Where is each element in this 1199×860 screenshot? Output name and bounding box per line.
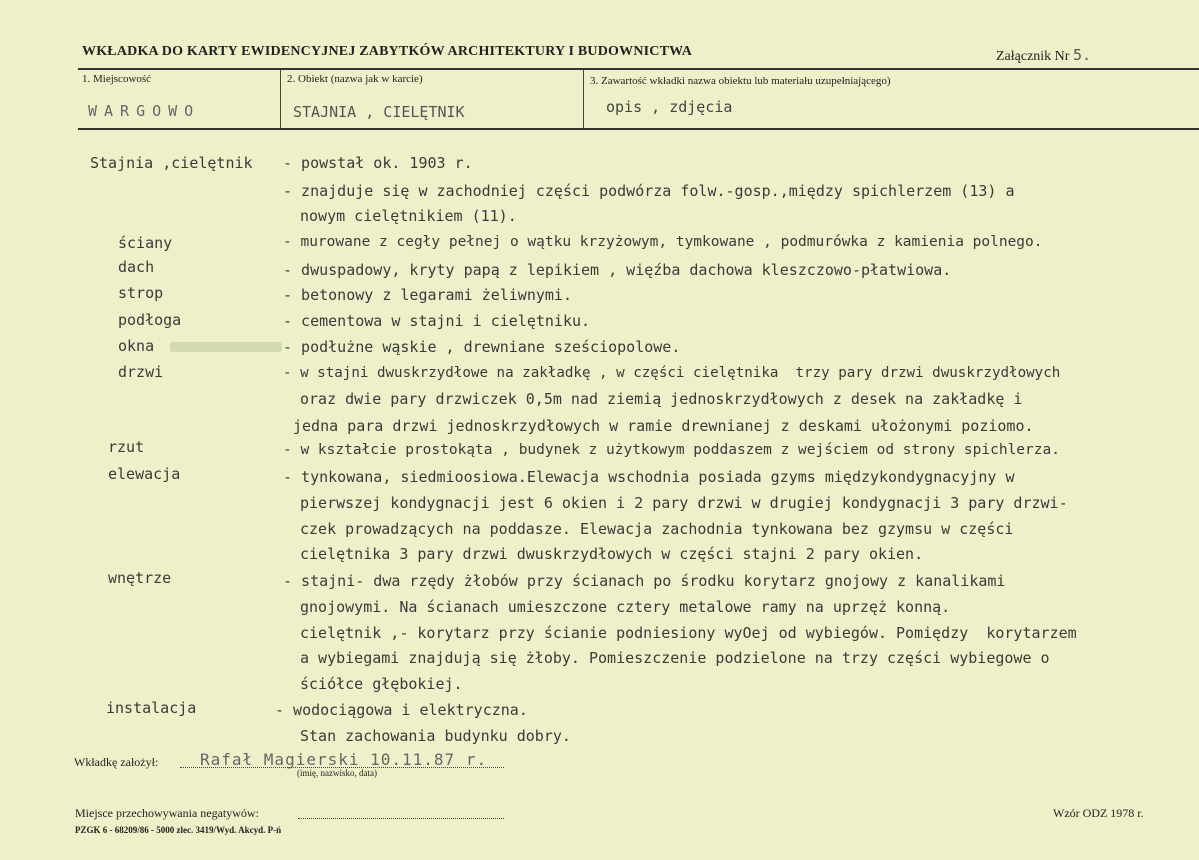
author-label: Wkładkę założył: (74, 755, 159, 769)
label-dach: dach (118, 258, 155, 276)
text-line: oraz dwie pary drzwiczek 0,5m nad ziemią jednoskrzydłowych z desek na zakładkę i (300, 390, 1023, 408)
text-line: - znajduje się w zachodniej części podwórza folw.-gosp.,między spichlerzem (13) a (283, 182, 1015, 200)
label-podloga: podłoga (118, 311, 182, 329)
field-divider-2 (583, 70, 584, 128)
document-title: WKŁADKA DO KARTY EWIDENCYJNEJ ZABYTKÓW ARCHITEKTURY I BUDOWNICTWA (82, 44, 693, 59)
text-line: cielętnik ,- korytarz przy ścianie podniesiony wyOej od wybiegów. Pomiędzy korytarzem (300, 624, 1077, 642)
text-line: - murowane z cegły pełnej o wątku krzyżowym, tymkowane , podmurówka z kamienia polnego. (283, 234, 1043, 250)
fields-bottom-rule (78, 128, 1199, 130)
text-line: - cementowa w stajni i cielętniku. (283, 312, 591, 330)
label-instalacja: instalacja (106, 699, 197, 717)
text-line: - w stajni dwuskrzydłowe na zakładkę , w części cielętnika trzy pary drzwi dwuskrzydłowych (283, 365, 1061, 381)
field-1-label: 1. Miejscowość (82, 73, 152, 85)
text-line: - powstał ok. 1903 r. (283, 154, 473, 172)
label-elewacja: elewacja (108, 465, 181, 483)
field-divider-1 (280, 70, 281, 128)
top-rule (78, 68, 1199, 70)
storage-dotted-line (298, 818, 504, 819)
storage-label: Miejsce przechowywania negatywów: (75, 806, 259, 820)
label-okna: okna (118, 337, 155, 355)
annex-label (996, 46, 1091, 65)
label-drzwi: drzwi (118, 363, 164, 381)
print-info: PZGK 6 - 68209/86 - 5000 zlec. 3419/Wyd. Akcyd. P-ń (75, 825, 282, 835)
field-1-value: WARGOWO (88, 102, 201, 120)
annex-number: 5. (1072, 46, 1092, 64)
field-2-value: STAJNIA , CIELĘTNIK (293, 103, 465, 121)
label-rzut: rzut (108, 438, 145, 456)
text-line: Stan zachowania budynku dobry. (300, 727, 571, 745)
text-line: cielętnika 3 pary drzwi dwuskrzydłowych w części stajni 2 pary okien. (300, 545, 924, 563)
text-line: jedna para drzwi jednoskrzydłowych w ramie drewnianej z deskami ułożonymi poziomo. (293, 417, 1034, 435)
field-3-value: opis , zdjęcia (606, 98, 733, 116)
text-line: gnojowymi. Na ścianach umieszczone cztery metalowe ramy na uprzęż konną. (300, 598, 951, 616)
form-id: Wzór ODZ 1978 r. (1053, 806, 1144, 820)
text-line: a wybiegami znajdują się żłoby. Pomieszczenie podzielone na trzy części wybiegowe o (300, 649, 1050, 667)
intro-label: Stajnia ,cielętnik (90, 154, 253, 172)
label-sciany: ściany (118, 234, 173, 252)
text-line: - wodociągowa i elektryczna. (275, 701, 528, 719)
label-strop: strop (118, 284, 164, 302)
text-line: pierwszej kondygnacji jest 6 okien i 2 pary drzwi w drugiej kondygnacji 3 pary drzwi- (300, 494, 1068, 512)
text-line: czek prowadzących na poddasze. Elewacja zachodnia tynkowana bez gzymsu w części (300, 520, 1014, 538)
label-wnetrze: wnętrze (108, 569, 172, 587)
author-caption: (imię, nazwisko, data) (297, 768, 377, 778)
annex-label-text: Załącznik Nr (996, 49, 1070, 64)
text-line: - stajni- dwa rzędy żłobów przy ścianach po środku korytarz gnojowy z kanalikami (283, 572, 1006, 590)
text-line: - dwuspadowy, kryty papą z lepikiem , więźba dachowa kleszczowo-płatwiowa. (283, 261, 952, 279)
ink-smudge (170, 342, 282, 352)
text-line: ściółce głębokiej. (300, 675, 463, 693)
text-line: - w kształcie prostokąta , budynek z użytkowym poddaszem z wejściem od strony spichlerza. (283, 442, 1060, 458)
text-line: - tynkowana, siedmioosiowa.Elewacja wschodnia posiada gzyms międzykondygnacyjny w (283, 468, 1015, 486)
author-value: Rafał Magierski 10.11.87 r. (200, 750, 488, 769)
text-line: - betonowy z legarami żeliwnymi. (283, 286, 572, 304)
text-line: - podłużne wąskie , drewniane sześciopolowe. (283, 338, 681, 356)
field-2-label: 2. Obiekt (nazwa jak w karcie) (287, 73, 423, 85)
text-line: nowym cielętnikiem (11). (300, 207, 517, 225)
field-3-label: 3. Zawartość wkładki nazwa obiektu lub materiału uzupełniającego) (590, 75, 891, 87)
